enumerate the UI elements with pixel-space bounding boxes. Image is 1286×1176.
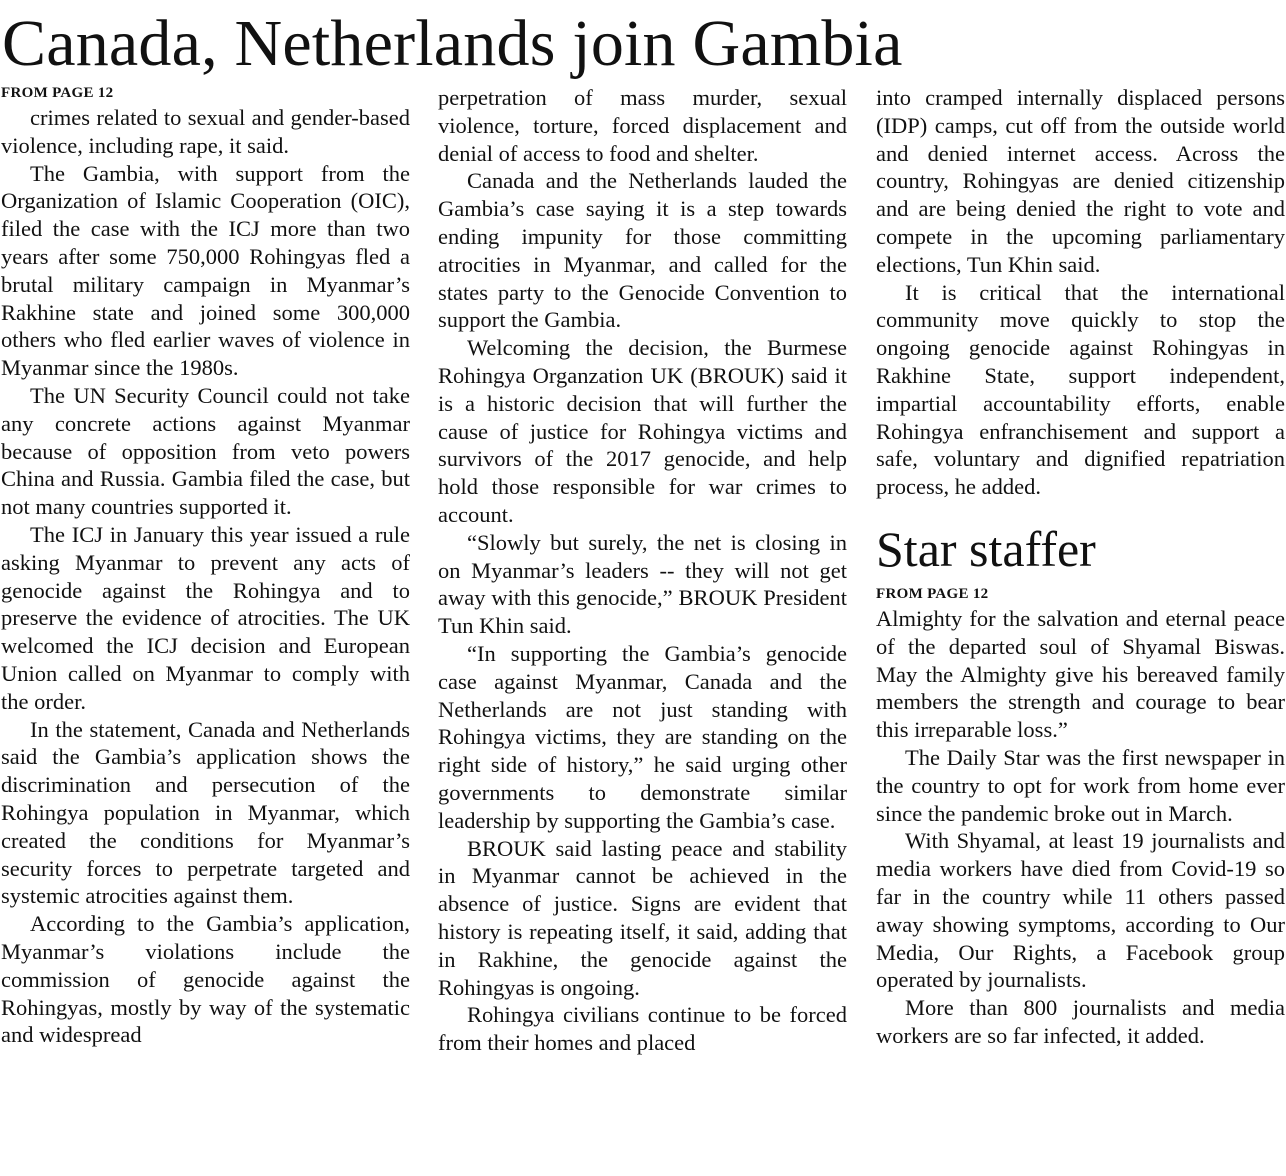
article-column-1 [1,84,410,1049]
second-article-headline: Star staffer [876,520,1096,577]
paragraph: perpetration of mass murder, sexual violence, torture, forced displacement and denial of access to food and shelter. [438,85,847,166]
paragraph: BROUK said lasting peace and stability in Myanmar cannot be achieved in the absence of justice. Signs are evident that history is repeating itself, it said, adding that in Rakhine, the genocide against the Rohingyas is ongoing. [438,835,847,1000]
paragraph: Rohingya civilians continue to be forced from their homes and placed [438,1002,847,1056]
paragraph: Almighty for the salvation and eternal peace of the departed soul of Shyamal Biswas. May the Almighty give his bereaved family members the strength and courage to bear this irreparable loss.” [876,605,1285,743]
paragraph: into cramped internally displaced persons (IDP) camps, cut off from the outside world and denied internet access. Across the country, Rohingyas are denied citizenship and are being denied the right to vote and compete in the upcoming parliamentary elections, Tun Khin said. [876,85,1285,277]
paragraph: Welcoming the decision, the Burmese Rohingya Organzation UK (BROUK) said it is a historic decision that will further the cause of justice for Rohingya victims and survivors of the 2017 genocide, and help hold those responsible for war crimes to account. [438,335,847,527]
paragraph: With Shyamal, at least 19 journalists and media workers have died from Covid-19 so far in the country while 11 others passed away showing symptoms, according to Our Media, Our Rights, a Facebook group operated by journalists. [876,828,1285,993]
paragraph: Canada and the Netherlands lauded the Gambia’s case saying it is a step towards ending impunity for those committing atrocities in Myanmar, and called for the states party to the Genocide Convention to support the Gambia. [438,168,847,333]
paragraph: “In supporting the Gambia’s genocide case against Myanmar, Canada and the Netherlands are not just standing with Rohingya victims, they are standing on the right side of history,” he said urging other governments to demonstrate similar leadership by supporting the Gambia’s case. [438,640,847,833]
paragraph: More than 800 journalists and media workers are so far infected, it added. [876,995,1285,1048]
continuation-kicker: FROM PAGE 12 [876,585,989,602]
paragraph: The UN Security Council could not take any concrete actions against Myanmar because of opposition from veto powers China and Russia. Gambia filed the case, but not many countries supported it. [1,382,410,520]
paragraph: It is critical that the international community move quickly to stop the ongoing genocide against Rohingyas in Rakhine State, support independent, impartial accountability efforts, enable Rohingya enfranchisement and support a safe, voluntary and dignified repatriation process, he added. [876,279,1285,500]
paragraph: In the statement, Canada and Netherlands said the Gambia’s application shows the discrimination and persecution of the Rohingya population in Myanmar, which created the conditions for Myanmar’s security forces to perpetrate targeted and systemic atrocities against them. [1,716,410,909]
paragraph: The Gambia, with support from the Organization of Islamic Cooperation (OIC), filed the case with the ICJ more than two years after some 750,000 Rohingyas fled a brutal military campaign in Myanmar’s Rakhine state and joined some 300,000 others who fled earlier waves of violence in Myanmar since the 1980s. [1,160,410,381]
paragraph: The Daily Star was the first newspaper in the country to opt for work from home ever since the pandemic broke out in March. [876,744,1285,826]
paragraph: According to the Gambia’s application, Myanmar’s violations include the commission of genocide against the Rohingyas, mostly by way of the systematic and widespread [1,911,410,1048]
paragraph: crimes related to sexual and gender-based violence, including rape, it said. [1,105,410,158]
article-column-3 [876,84,1285,1050]
paragraph: “Slowly but surely, the net is closing in on Myanmar’s leaders -- they will not get away with this genocide,” BROUK President Tun Khin said. [438,529,847,639]
continuation-kicker: FROM PAGE 12 [1,85,114,101]
article-column-2 [438,84,847,1057]
article-headline: Canada, Netherlands join Gambia [2,7,903,80]
paragraph: The ICJ in January this year issued a rule asking Myanmar to prevent any acts of genocide against the Rohingya and to preserve the evidence of atrocities. The UK welcomed the ICJ decision and European Union called on Myanmar to comply with the order. [1,521,410,714]
